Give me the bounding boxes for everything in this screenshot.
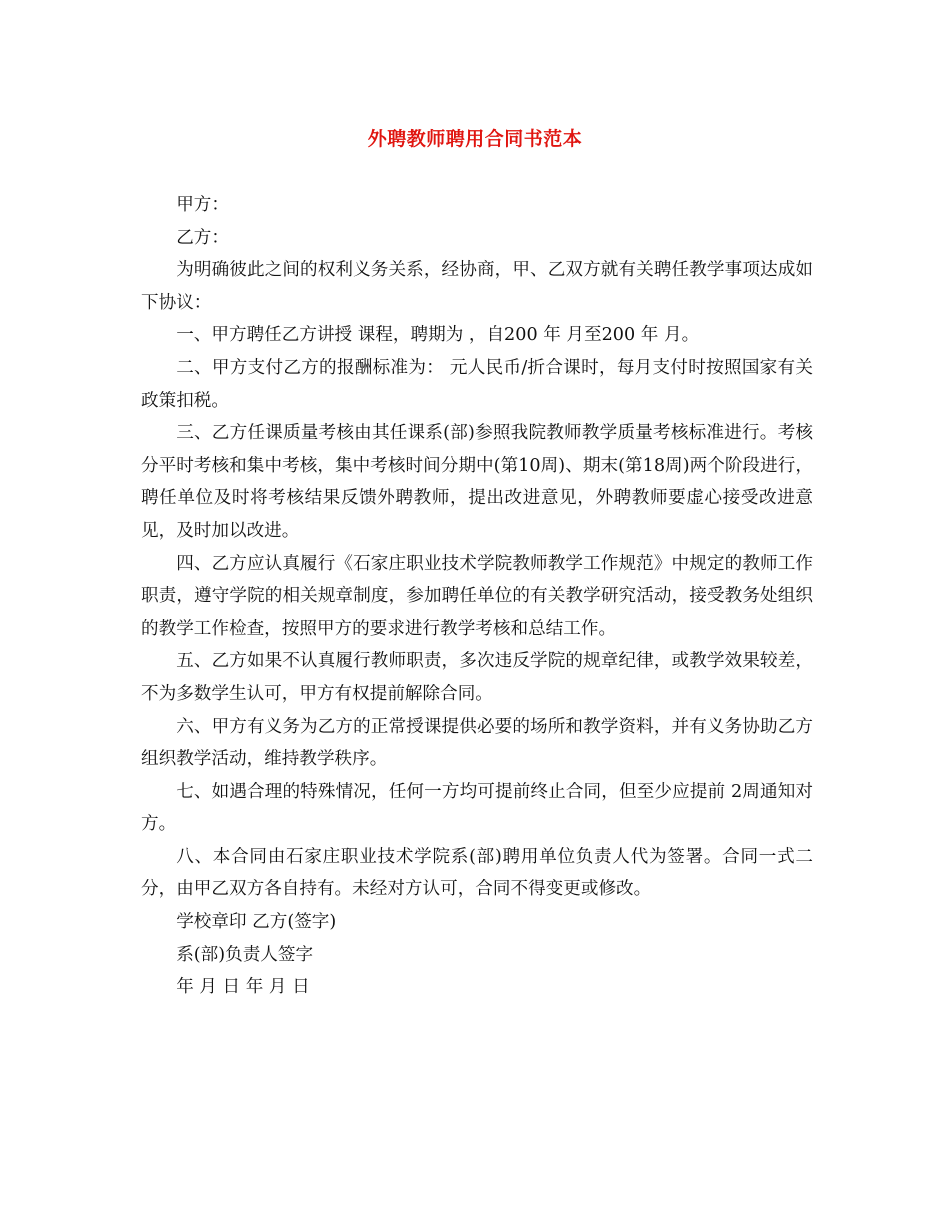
document-body xyxy=(141,189,813,1004)
party-a-line: 甲方： xyxy=(176,195,229,215)
date-line: 年 月 日 年 月 日 xyxy=(176,977,310,998)
document-title: 外聘教师聘用合同书范本 xyxy=(367,128,583,150)
signature-line-1: 学校章印 乙方(签字) xyxy=(176,912,337,933)
clause-4: 四、乙方应认真履行《石家庄职业技术学院教师教学工作规范》中规定的教师工作职责，遵守学院的相关规章制度，参加聘任单位的有关教学研究活动，接受教务处组织的教学工作检查，按照甲方的要求进行教学考核和总结工作。 xyxy=(141,553,813,639)
preamble-paragraph: 为明确彼此之间的权利义务关系，经协商，甲、乙双方就有关聘任教学事项达成如下协议： xyxy=(141,260,813,313)
clause-6: 六、甲方有义务为乙方的正常授课提供必要的场所和教学资料，并有义务协助乙方组织教学活动，维持教学秩序。 xyxy=(141,716,813,770)
clause-7: 七、如遇合理的特殊情况，任何一方均可提前终止合同，但至少应提前 2周通知对方。 xyxy=(141,781,813,835)
clause-8: 八、本合同由石家庄职业技术学院系(部)聘用单位负责人代为签署。合同一式二分，由甲乙双方各自持有。未经对方认可，合同不得变更或修改。 xyxy=(141,846,813,900)
clause-1: 一、甲方聘任乙方讲授 课程，聘期为 ，自200 年 月至200 年 月。 xyxy=(176,325,700,346)
party-b-line: 乙方： xyxy=(176,227,229,248)
signature-line-2: 系(部)负责人签字 xyxy=(176,944,314,965)
clause-3: 三、乙方任课质量考核由其任课系(部)参照我院教师教学质量考核标准进行。考核分平时考核和集中考核，集中考核时间分期中(第10周)、期末(第18周)两个阶段进行，聘任单位及时将考核结果反馈外聘教师，提出改进意见，外聘教师要虚心接受改进意见，及时加以改进。 xyxy=(141,423,813,541)
clause-2: 二、甲方支付乙方的报酬标准为： 元人民币/折合课时，每月支付时按照国家有关政策扣税。 xyxy=(141,357,813,411)
clause-5: 五、乙方如果不认真履行教师职责，多次违反学院的规章纪律，或教学效果较差，不为多数学生认可，甲方有权提前解除合同。 xyxy=(141,651,813,704)
